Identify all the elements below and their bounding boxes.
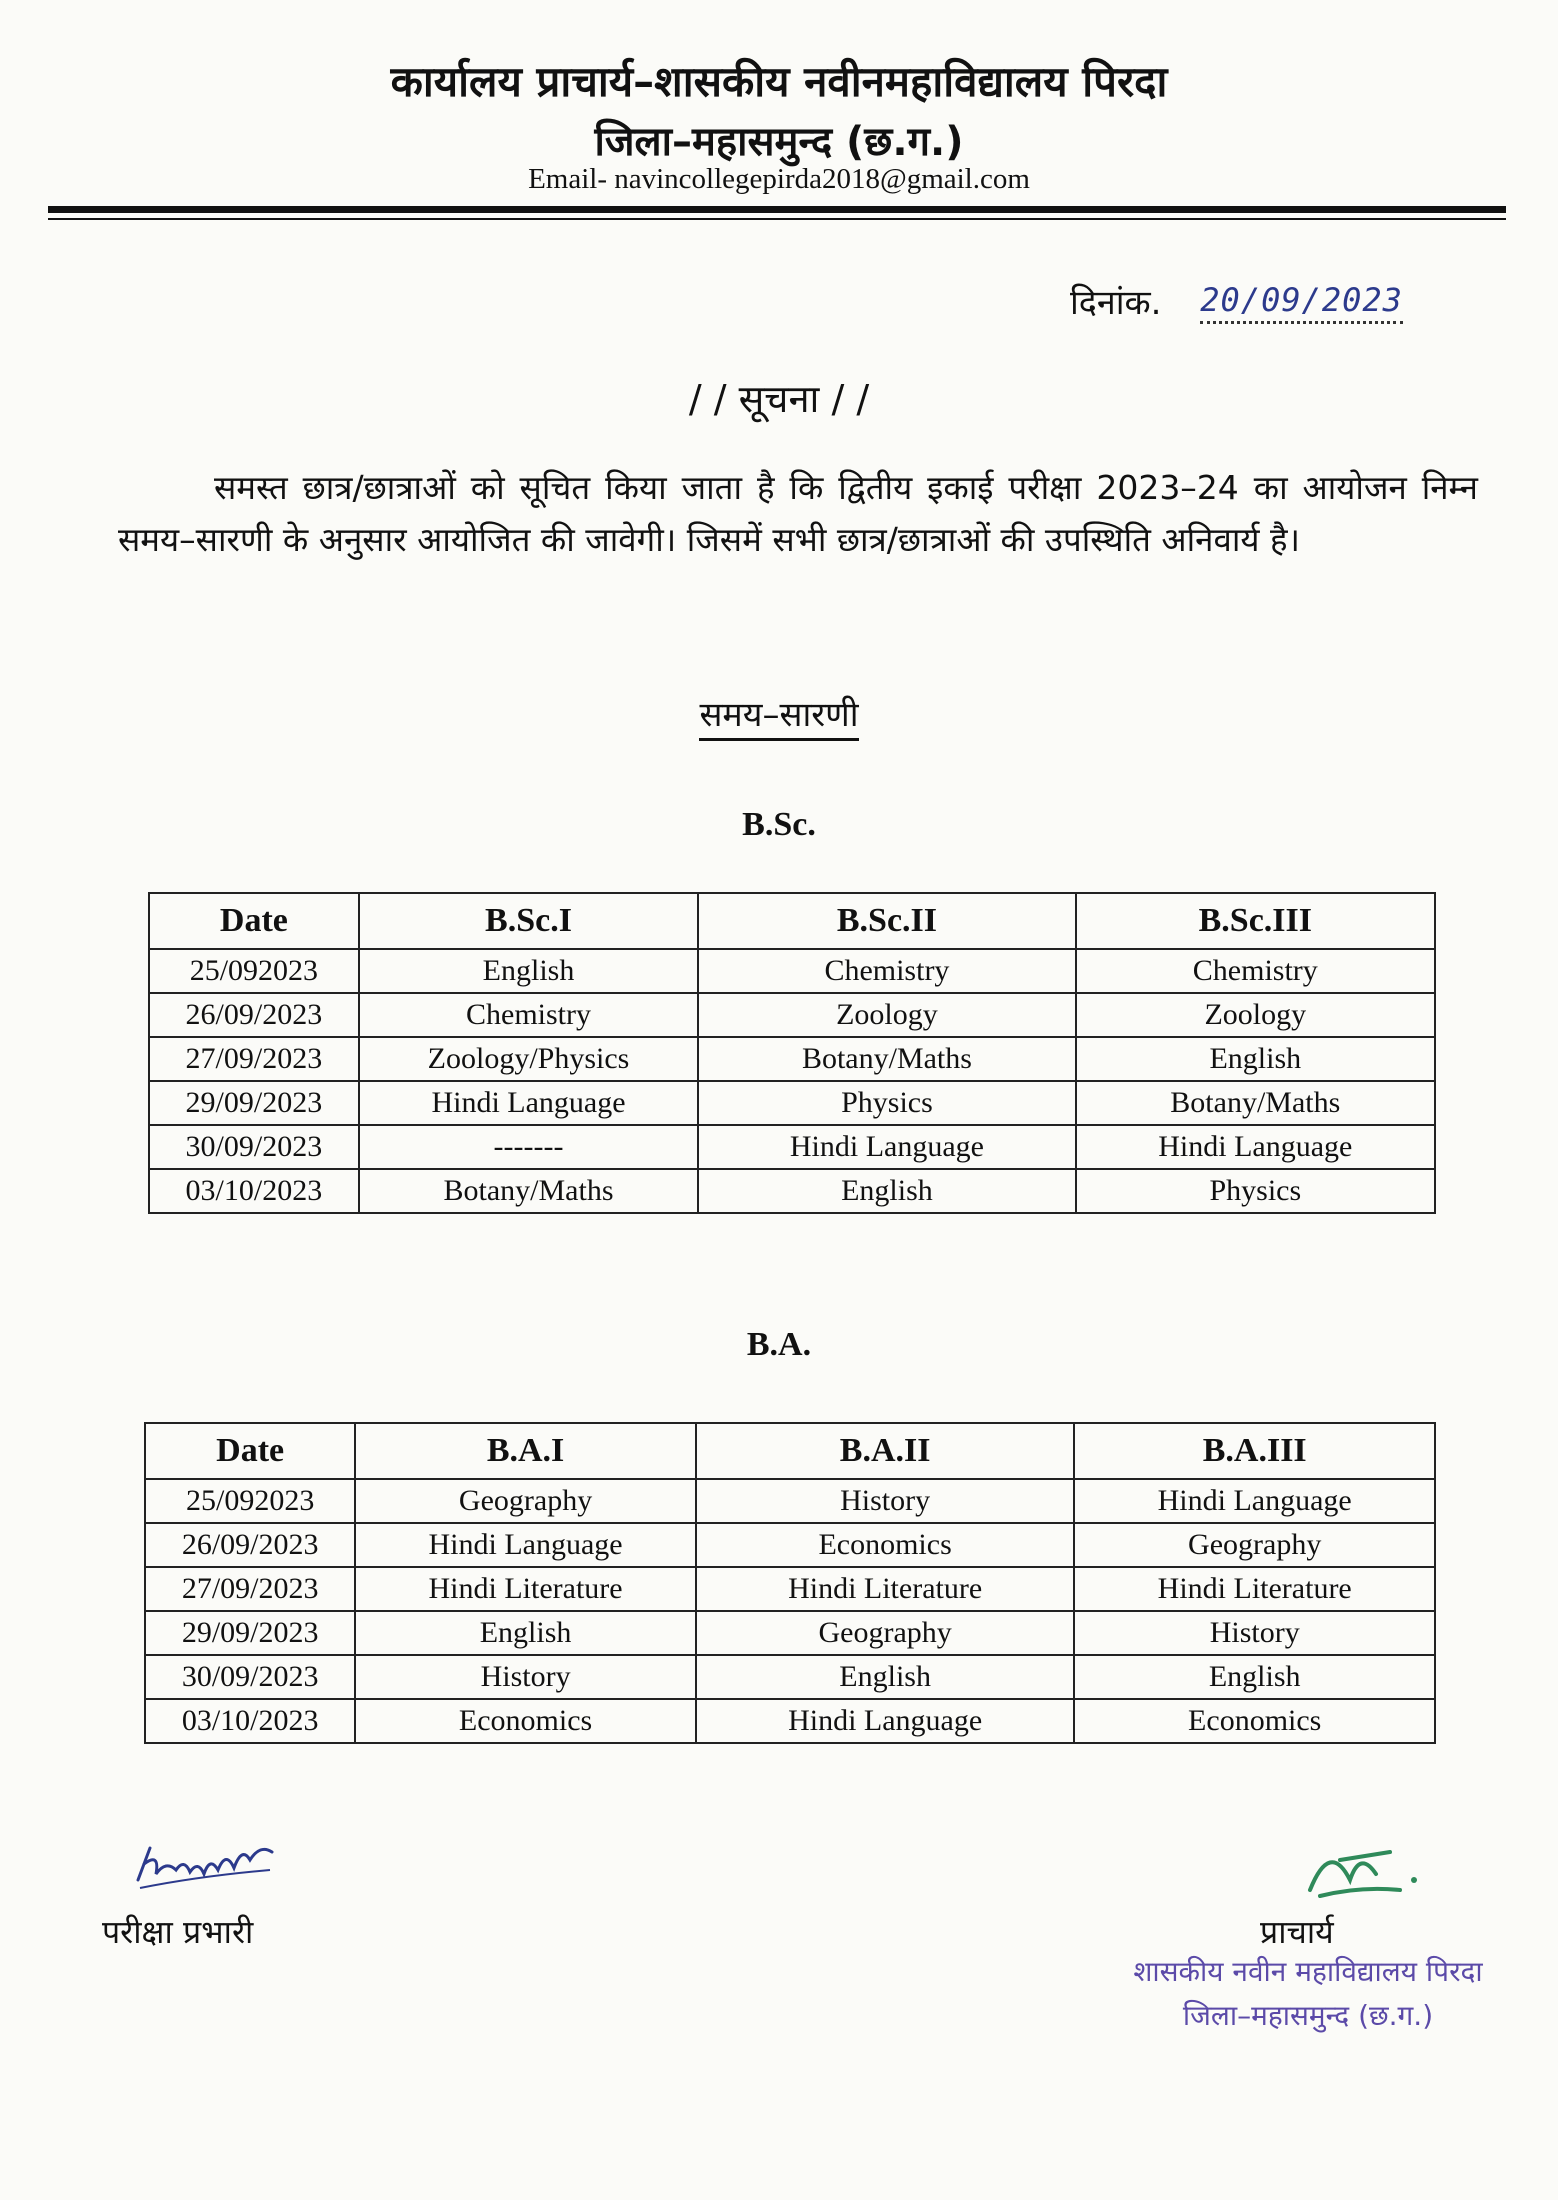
table-cell: History	[696, 1479, 1075, 1523]
table-cell: English	[1076, 1037, 1435, 1081]
letterhead-rule-thick	[48, 206, 1506, 213]
exam-incharge-signature	[130, 1830, 280, 1900]
table-cell: Botany/Maths	[359, 1169, 699, 1213]
table-cell: History	[355, 1655, 696, 1699]
principal-signature	[1290, 1830, 1430, 1910]
table-cell: Hindi Language	[696, 1699, 1075, 1743]
table-cell: Chemistry	[1076, 949, 1435, 993]
table-cell: Hindi Language	[355, 1523, 696, 1567]
letterhead-district: जिला–महासमुन्द (छ.ग.)	[594, 119, 964, 165]
table-cell: Hindi Language	[359, 1081, 699, 1125]
date-row	[1070, 278, 1510, 324]
table-cell: Geography	[696, 1611, 1075, 1655]
table-row	[149, 1169, 1435, 1213]
exam-incharge-label: परीक्षा प्रभारी	[102, 1913, 254, 1951]
table-cell: Hindi Literature	[355, 1567, 696, 1611]
table-cell: 29/09/2023	[145, 1611, 355, 1655]
table-cell: 03/10/2023	[145, 1699, 355, 1743]
table-cell: Botany/Maths	[698, 1037, 1075, 1081]
letterhead-rule-thin	[48, 218, 1506, 220]
table-cell: 29/09/2023	[149, 1081, 359, 1125]
table-cell: English	[698, 1169, 1075, 1213]
column-header: B.Sc.I	[359, 893, 699, 949]
table-cell: Hindi Language	[1076, 1125, 1435, 1169]
table-cell: 25/092023	[149, 949, 359, 993]
table-cell: Zoology/Physics	[359, 1037, 699, 1081]
table-row	[145, 1523, 1435, 1567]
table-cell: 26/09/2023	[149, 993, 359, 1037]
table-row	[145, 1567, 1435, 1611]
letterhead-email: Email- navincollegepirda2018@gmail.com	[528, 163, 1030, 195]
table-cell: History	[1074, 1611, 1435, 1655]
table-cell: 30/09/2023	[149, 1125, 359, 1169]
column-header: B.Sc.II	[698, 893, 1075, 949]
table-header-row	[145, 1423, 1435, 1479]
column-header: B.A.III	[1074, 1423, 1435, 1479]
ba-timetable	[144, 1422, 1436, 1744]
table-cell: Hindi Language	[698, 1125, 1075, 1169]
table-cell: English	[1074, 1655, 1435, 1699]
table-cell: Chemistry	[698, 949, 1075, 993]
table-cell: 03/10/2023	[149, 1169, 359, 1213]
date-label: दिनांक.	[1070, 283, 1162, 323]
college-seal	[1098, 1950, 1518, 2038]
letterhead-office: कार्यालय प्राचार्य–शासकीय नवीनमहाविद्यालय पिरदा	[390, 57, 1168, 106]
table-cell: Economics	[1074, 1699, 1435, 1743]
table-cell: Geography	[355, 1479, 696, 1523]
table-cell: -------	[359, 1125, 699, 1169]
column-header: Date	[145, 1423, 355, 1479]
table-cell: Economics	[355, 1699, 696, 1743]
schedule-heading	[0, 690, 1558, 736]
notice-body: समस्त छात्र/छात्राओं को सूचित किया जाता है कि द्वितीय इकाई परीक्षा 2023–24 का आयोजन निम्न समय–सारणी के अनुसार आयोजित की जावेगी। जिसमें सभी छात्र/छात्राओं की उपस्थिति अनिवार्य है।	[118, 468, 1478, 559]
table-cell: Botany/Maths	[1076, 1081, 1435, 1125]
table-cell: Economics	[696, 1523, 1075, 1567]
table-cell: 27/09/2023	[149, 1037, 359, 1081]
table-cell: Hindi Literature	[1074, 1567, 1435, 1611]
seal-line-college: शासकीय नवीन महाविद्यालय पिरदा	[1133, 1955, 1483, 1988]
ba-section-title: B.A.	[746, 1326, 812, 1363]
principal-label: प्राचार्य	[1260, 1913, 1334, 1951]
table-row	[149, 1081, 1435, 1125]
table-row	[149, 949, 1435, 993]
schedule-heading-text: समय–सारणी	[699, 695, 858, 741]
table-row	[145, 1479, 1435, 1523]
table-row	[149, 1037, 1435, 1081]
table-cell: 27/09/2023	[145, 1567, 355, 1611]
table-cell: Hindi Language	[1074, 1479, 1435, 1523]
table-header-row	[149, 893, 1435, 949]
bsc-section-title: B.Sc.	[742, 806, 816, 843]
table-cell: 25/092023	[145, 1479, 355, 1523]
column-header: B.A.II	[696, 1423, 1075, 1479]
notice-title: / / सूचना / /	[688, 377, 870, 421]
table-cell: Geography	[1074, 1523, 1435, 1567]
table-cell: 26/09/2023	[145, 1523, 355, 1567]
table-row	[145, 1655, 1435, 1699]
table-cell: English	[696, 1655, 1075, 1699]
table-cell: Zoology	[698, 993, 1075, 1037]
table-row	[145, 1611, 1435, 1655]
column-header: B.Sc.III	[1076, 893, 1435, 949]
table-row	[149, 1125, 1435, 1169]
table-cell: Zoology	[1076, 993, 1435, 1037]
table-cell: English	[355, 1611, 696, 1655]
date-value: 20/09/2023	[1200, 281, 1403, 324]
column-header: Date	[149, 893, 359, 949]
table-cell: 30/09/2023	[145, 1655, 355, 1699]
table-cell: Physics	[1076, 1169, 1435, 1213]
bsc-timetable	[148, 892, 1436, 1214]
table-cell: English	[359, 949, 699, 993]
table-row	[149, 993, 1435, 1037]
table-row	[145, 1699, 1435, 1743]
table-cell: Hindi Literature	[696, 1567, 1075, 1611]
table-cell: Chemistry	[359, 993, 699, 1037]
table-cell: Physics	[698, 1081, 1075, 1125]
seal-line-district: जिला–महासमुन्द (छ.ग.)	[1182, 1999, 1434, 2032]
column-header: B.A.I	[355, 1423, 696, 1479]
